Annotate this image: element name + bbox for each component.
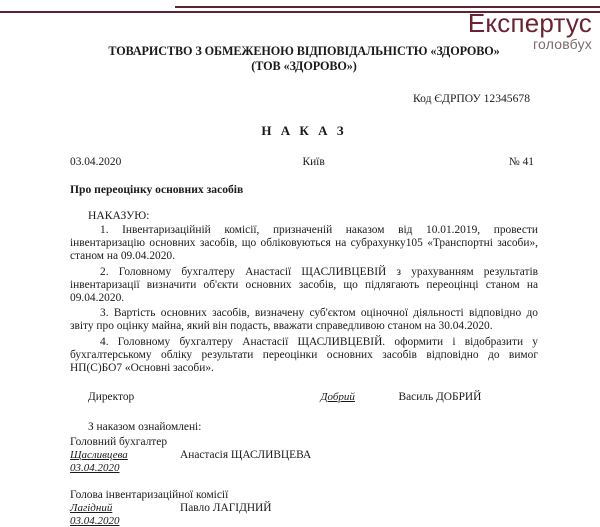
organization-title [70, 44, 538, 74]
document-subject: Про переоцінку основних засобів [70, 183, 244, 196]
document-page [0, 44, 600, 527]
acknowledger-full-name: Павло ЛАГІДНИЙ [180, 502, 272, 515]
acknowledgement-entry-commission-head [70, 489, 538, 527]
edrpou-code: Код ЄДРПОУ 12345678 [412, 92, 530, 105]
brand-name: Експертус [467, 8, 592, 38]
acknowledger-date: 03.04.2020 [70, 515, 120, 527]
brand-subtitle: головбух [533, 36, 592, 52]
acknowledger-role: Голова інвентаризаційної комісії [70, 489, 229, 502]
acknowledgement-heading: З наказом ознайомлені: [88, 421, 202, 434]
organization-name-short: (ТОВ «ЗДОРОВО») [251, 59, 357, 73]
document-type-heading: Н А К А З [261, 123, 347, 138]
acknowledger-signature: Щасливцева [70, 449, 128, 462]
director-role: Директор [88, 391, 135, 404]
acknowledgement-entry-accountant [70, 436, 538, 474]
acknowledger-signature: Лагідний [70, 502, 113, 515]
document-date: 03.04.2020 [70, 156, 122, 168]
clause-2: 2. Головному бухгалтеру Анастасії ЩАСЛИВЦЕВІЙ з урахуванням результатів інвентаризації визначити об'єкти основних засобів, що підлягають переоцінці станом на 09.04.2020. [70, 265, 538, 305]
order-directive: НАКАЗУЮ: [88, 209, 150, 222]
clause-1: 1. Інвентаризаційній комісії, призначеній наказом від 10.01.2019, провести інвентаризацію основних засобів, що обліковуються на субрахунку105 «Транспортні засоби», станом на 09.04.2020. [70, 224, 538, 263]
director-signature: Добрий [320, 391, 355, 404]
document-meta-row [70, 156, 538, 168]
acknowledger-date: 03.04.2020 [70, 462, 120, 475]
document-number: № 41 [508, 156, 534, 168]
clause-4: 4. Головному бухгалтеру Анастасії ЩАСЛИВЦЕВІЙ. оформити і відобразити у бухгалтерському обліку результати переоцінки основних засобів відповідно до вимог НП(С)БО7 «Основні засоби». [70, 335, 538, 375]
document-place: Київ [302, 156, 325, 168]
acknowledger-full-name: Анастасія ЩАСЛИВЦЕВА [180, 449, 312, 462]
acknowledger-role: Головний бухгалтер [70, 436, 168, 449]
organization-name-full: ТОВАРИСТВО З ОБМЕЖЕНОЮ ВІДПОВІДАЛЬНІСТЮ «ЗДОРОВО» [108, 44, 500, 58]
clause-3: 3. Вартість основних засобів, визначену суб'єктом оціночної діяльності відповідно до звіту про оцінку майна, який він подасть, вважати справедливою станом на 30.04.2020. [70, 307, 538, 333]
director-signature-row [70, 391, 538, 403]
director-full-name: Василь ДОБРИЙ [398, 391, 482, 404]
